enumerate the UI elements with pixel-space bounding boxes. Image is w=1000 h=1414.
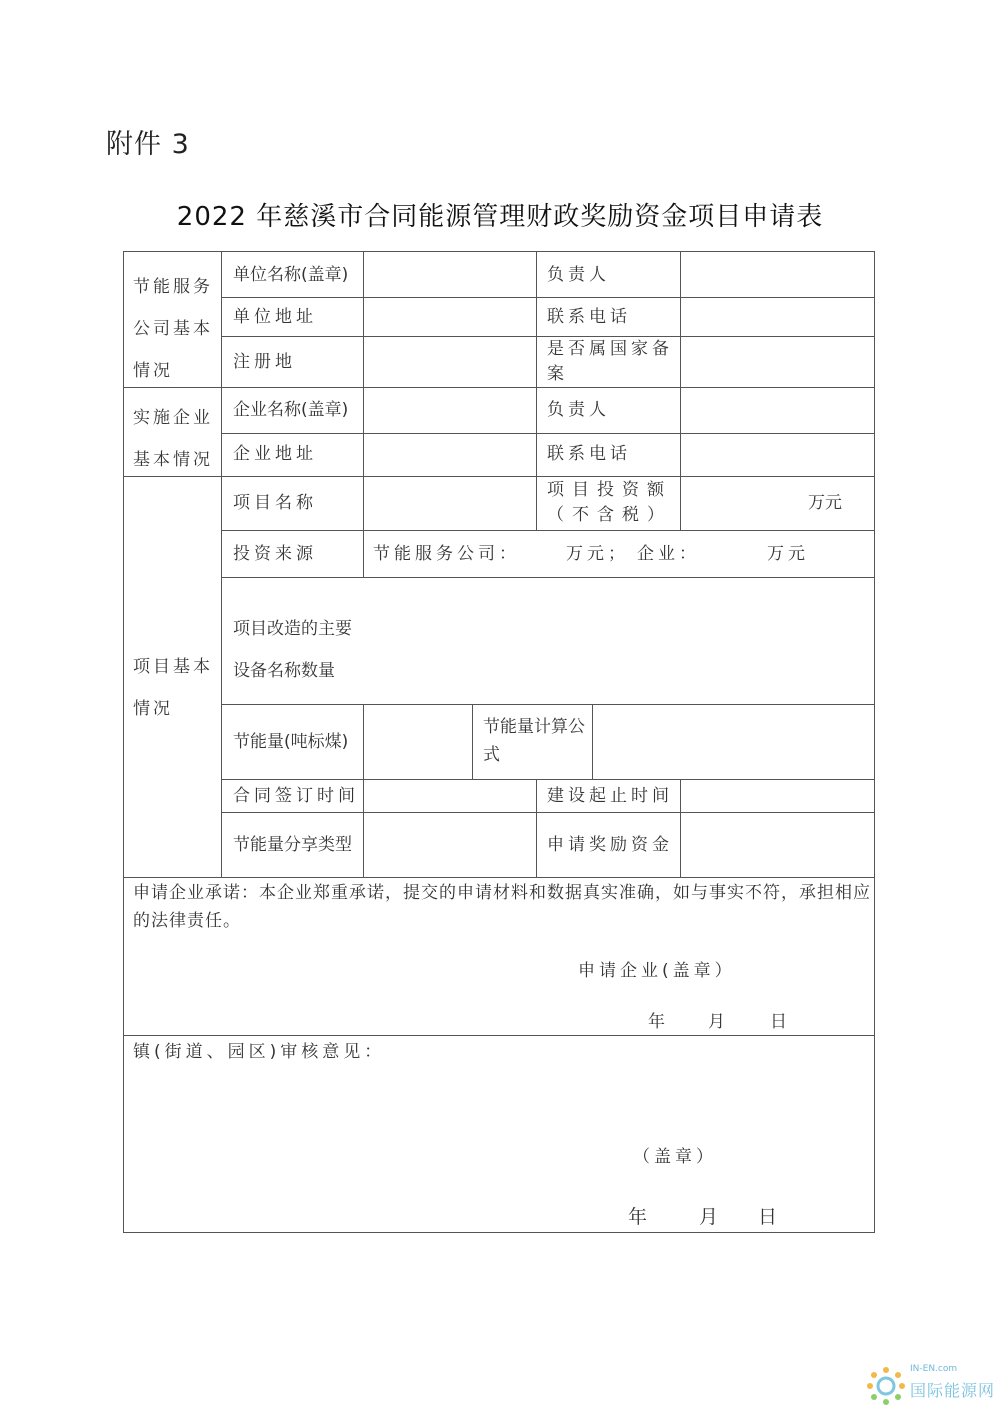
review-day: 日: [758, 1206, 778, 1228]
commitment-month: 月: [708, 1012, 725, 1032]
label-formula: 节能量计算公式: [483, 717, 585, 765]
section-label-project: 项目基本情况: [133, 657, 213, 719]
attachment-label: 附件 3: [106, 129, 190, 160]
label-share-type: 节能量分享类型: [233, 835, 352, 855]
label-company-name: 企业名称(盖章): [233, 400, 349, 420]
review-stamp: （盖章）: [633, 1147, 717, 1167]
label-build-period: 建设起止时间: [547, 786, 673, 806]
label-company-person: 负责人: [547, 400, 610, 420]
review-month: 月: [699, 1206, 719, 1228]
label-unit-address: 单位地址: [233, 307, 317, 327]
funding-company: 企业：: [637, 544, 700, 564]
funding-company-unit: 万元: [767, 544, 809, 564]
label-funding-source: 投资来源: [233, 544, 317, 564]
label-company-phone: 联系电话: [547, 444, 631, 464]
section-label-company: 实施企业基本情况: [133, 408, 213, 470]
label-equipment: 项目改造的主要设备名称数量: [233, 619, 352, 681]
label-national-filing: 是否属国家备案: [547, 339, 673, 384]
label-reg-place: 注册地: [233, 352, 296, 372]
commitment-stamp: 申请企业(盖章）: [578, 961, 736, 981]
section-label-service-company: 节能服务公司基本情况: [133, 277, 213, 381]
sun-logo-icon: [866, 1366, 906, 1406]
label-phone: 联系电话: [547, 307, 631, 327]
label-project-name: 项目名称: [233, 493, 317, 513]
review-text: 镇(街道、园区)审核意见：: [133, 1042, 386, 1062]
label-person: 负责人: [547, 265, 610, 285]
watermark: [866, 1364, 996, 1408]
label-energy-saving: 节能量(吨标煤): [233, 732, 349, 752]
label-contract-time: 合同签订时间: [233, 786, 359, 806]
watermark-domain: IN-EN.com: [910, 1364, 958, 1374]
funding-service-company: 节能服务公司：: [373, 544, 520, 564]
watermark-name: 国际能源网: [910, 1381, 996, 1400]
commitment-day: 日: [770, 1012, 787, 1032]
form-title: 2022 年慈溪市合同能源管理财政奖励资金项目申请表: [176, 202, 824, 232]
funding-service-unit: 万元；: [566, 544, 629, 564]
label-unit-name: 单位名称(盖章): [233, 265, 349, 285]
label-company-address: 企业地址: [233, 444, 317, 464]
label-reward-funds: 申请奖励资金: [547, 835, 673, 855]
review-year: 年: [628, 1206, 648, 1228]
commitment-year: 年: [648, 1012, 665, 1032]
label-investment: 项目投资额（不含税）: [547, 480, 672, 525]
investment-unit: 万元: [808, 493, 842, 513]
commitment-text: 申请企业承诺：本企业郑重承诺，提交的申请材料和数据真实准确，如与事实不符，承担相应的法律责任。: [133, 883, 871, 931]
